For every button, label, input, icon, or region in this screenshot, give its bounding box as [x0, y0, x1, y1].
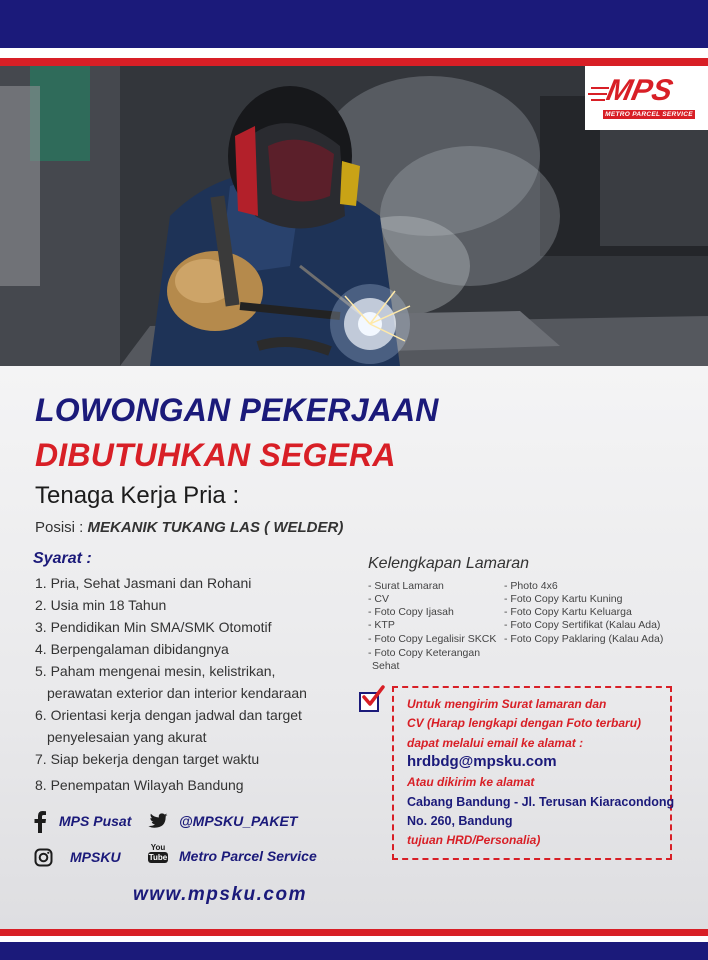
- document-item: Sehat: [372, 660, 400, 672]
- apply-address: No. 260, Bandung: [407, 814, 513, 828]
- document-item: - Photo 4x6: [504, 580, 558, 592]
- apply-text: tujuan HRD/Personalia): [407, 833, 541, 847]
- twitter-icon[interactable]: [148, 813, 168, 829]
- requirement-item: 7. Siap bekerja dengan target waktu: [35, 751, 260, 767]
- document-item: - Foto Copy Paklaring (Kalau Ada): [504, 633, 664, 645]
- bottom-red-stripe: [0, 929, 708, 936]
- document-item: - Foto Copy Kartu Keluarga: [504, 606, 632, 618]
- headline-title: LOWONGAN PEKERJAAN: [35, 392, 439, 428]
- top-white-stripe: [0, 48, 708, 58]
- instagram-handle[interactable]: MPSKU: [70, 849, 121, 865]
- twitter-handle[interactable]: @MPSKU_PAKET: [179, 813, 298, 829]
- requirement-item: perawatan exterior dan interior kendaraan: [47, 685, 307, 701]
- apply-text: CV (Harap lengkapi dengan Foto terbaru): [407, 716, 642, 730]
- youtube-icon[interactable]: [148, 843, 168, 867]
- logo-text: MPS: [603, 74, 676, 107]
- apply-email-link[interactable]: hrdbdg@mpsku.com: [407, 753, 557, 770]
- headline-urgent: DIBUTUHKAN SEGERA: [35, 437, 396, 473]
- facebook-icon[interactable]: [33, 811, 47, 833]
- facebook-handle[interactable]: MPS Pusat: [59, 813, 132, 829]
- document-item: - Surat Lamaran: [368, 580, 444, 592]
- apply-text: dapat melalui email ke alamat :: [407, 736, 584, 750]
- instagram-icon[interactable]: [34, 848, 53, 867]
- youtube-channel[interactable]: Metro Parcel Service: [179, 848, 317, 864]
- top-red-stripe: [0, 58, 708, 66]
- requirement-item: 6. Orientasi kerja dengan jadwal dan target: [35, 707, 302, 723]
- position-value: MEKANIK TUKANG LAS ( WELDER): [87, 519, 344, 536]
- apply-address: Cabang Bandung - Jl. Terusan Kiaracondong: [407, 795, 675, 809]
- top-navy-bar: [0, 0, 708, 48]
- logo-subtitle: METRO PARCEL SERVICE: [603, 110, 695, 119]
- website-link[interactable]: www.mpsku.com: [133, 884, 307, 905]
- document-item: - Foto Copy Ijasah: [368, 606, 454, 618]
- position-line: [35, 519, 343, 536]
- requirement-item: 2. Usia min 18 Tahun: [35, 597, 167, 613]
- checkmark-icon: [360, 684, 386, 710]
- requirement-item: 8. Penempatan Wilayah Bandung: [35, 777, 244, 793]
- apply-text: Atau dikirim ke alamat: [407, 775, 535, 789]
- requirements-title: Syarat :: [33, 550, 92, 567]
- mps-logo: [585, 66, 708, 130]
- requirement-item: 1. Pria, Sehat Jasmani dan Rohani: [35, 575, 252, 591]
- bottom-navy-bar: [0, 942, 708, 960]
- requirement-item: penyelesaian yang akurat: [47, 729, 207, 745]
- document-item: - KTP: [368, 619, 395, 631]
- youtube-icon-bottom: Tube: [148, 853, 168, 862]
- position-label: Posisi :: [35, 519, 88, 536]
- youtube-icon-top: You: [150, 843, 166, 852]
- requirement-item: 3. Pendidikan Min SMA/SMK Otomotif: [35, 619, 272, 635]
- document-item: - Foto Copy Kartu Kuning: [504, 593, 623, 605]
- document-item: - CV: [368, 593, 389, 605]
- headline-subtitle: Tenaga Kerja Pria :: [35, 482, 240, 509]
- document-item: - Foto Copy Sertifikat (Kalau Ada): [504, 619, 661, 631]
- requirement-item: 4. Berpengalaman dibidangnya: [35, 641, 229, 657]
- document-item: - Foto Copy Keterangan: [368, 647, 481, 659]
- documents-title: Kelengkapan Lamaran: [368, 555, 530, 572]
- document-item: - Foto Copy Legalisir SKCK: [368, 633, 497, 645]
- apply-text: Untuk mengirim Surat lamaran dan: [407, 697, 607, 711]
- requirement-item: 5. Paham mengenai mesin, kelistrikan,: [35, 663, 276, 679]
